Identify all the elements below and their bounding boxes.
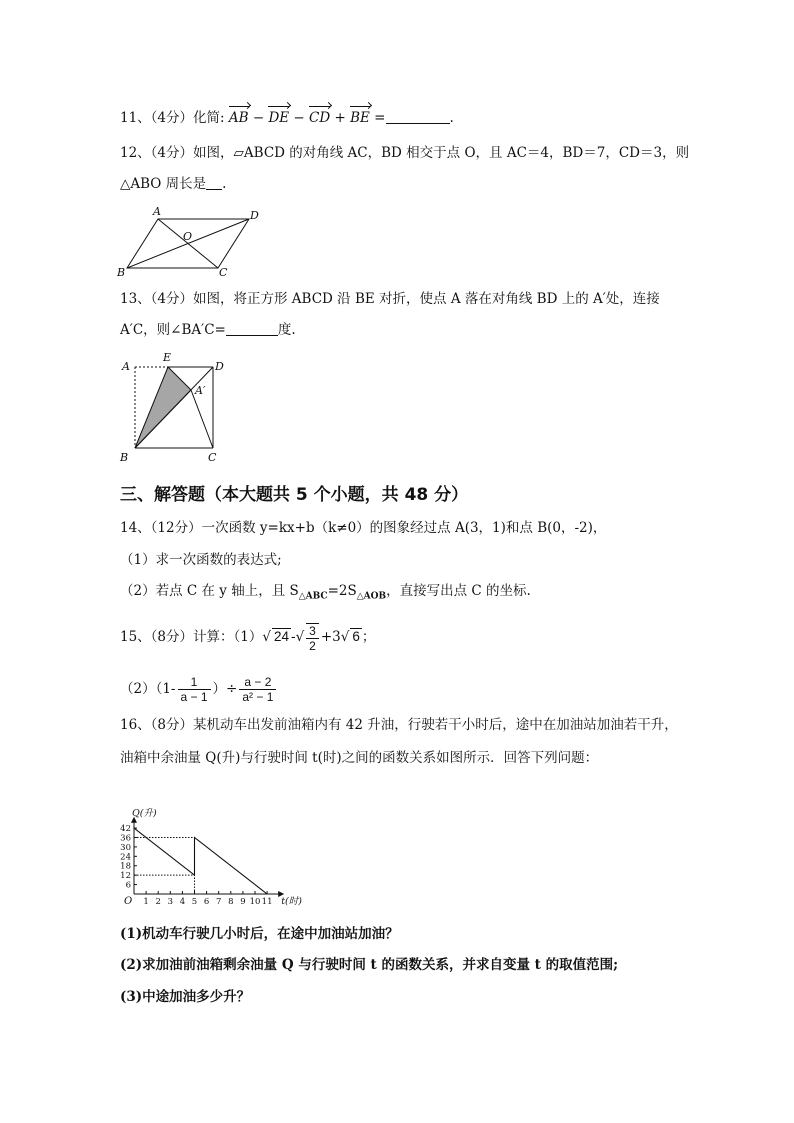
label-e: E [163,351,172,364]
answer-blank[interactable] [226,321,278,336]
q15-part-1 [120,622,375,653]
q13-unit: 度. [277,322,296,338]
square-fold-figure [115,350,235,466]
y-tick-label: 42 [120,824,131,835]
answer-blank[interactable] [386,109,450,124]
q14-sub-1: （1）求一次函数的表达式; [120,552,282,568]
q13-line-2 [120,320,296,340]
x-tick-label: 8 [228,897,234,907]
vector-ab: AB [228,110,249,126]
label-d: D [215,360,224,373]
q12-line-1: 12、（4分）如图，▱ABCD 的对角线 AC，BD 相交于点 O，且 AC＝4，BD＝7，CD＝3，则 [120,145,690,161]
minus-sign: − [248,110,269,126]
x-axis-label: t(时) [281,896,302,907]
fraction-a-minus-2-over-a2-minus-1 [239,675,276,704]
label-c: C [208,451,217,464]
parallelogram-figure [115,204,265,278]
x-tick-label: 5 [191,897,198,907]
minus-sign: - [291,629,296,645]
fraction-1-over-a-minus-1 [178,675,211,704]
y-tick-label: 12 [120,871,131,882]
denominator: a² − 1 [239,689,276,704]
sqrt-sign: √ [295,629,305,645]
x-tick-label: 4 [179,897,186,907]
q14-text: （2）若点 C 在 y 轴上，且 S [120,583,299,599]
sqrt-sign: √ [340,629,350,645]
q16-line-1: 16、（8分）某机动车出发前油箱内有 42 升油，行驶若干小时后，途中在加油站加油若干升， [120,717,678,733]
y-tick-label: 6 [125,880,131,891]
label-d: D [250,209,259,222]
section-3-heading: 三、解答题（本大题共 5 个小题，共 48 分） [120,485,469,505]
numerator: 3 [309,623,316,638]
q16-line-2: 油箱中余油量 Q(升)与行驶时间 t(时)之间的函数关系如图所示．回答下列问题： [120,750,599,766]
x-tick-label: 1 [143,897,149,907]
q14-sub-2 [120,581,531,607]
vector-be: BE [350,110,370,126]
y-tick-label: 36 [120,833,131,844]
equals-sign: = [369,110,386,126]
x-tick-label: 11 [261,897,273,907]
q15-text: （2）（1- [120,681,176,697]
x-tick-label: 9 [240,897,246,907]
plus-sign: +3 [320,629,341,645]
q15-part-2 [120,672,278,706]
label-a: A [122,360,130,373]
q12-text: △ABO 周长是 [120,176,207,192]
minus-sign: − [289,110,310,126]
vector-de: DE [268,110,290,126]
denominator: a − 1 [178,689,211,704]
x-tick-label: 10 [249,897,261,907]
plus-sign: + [330,110,351,126]
question-11 [120,108,454,128]
label-b: B [120,451,129,464]
q16-sub-2: (2)求加油前油箱剩余油量 Q 与行驶时间 t 的函数关系，并求自变量 t 的取值范围; [120,957,619,973]
fuel-chart [112,772,312,912]
x-tick-label: 6 [203,897,210,907]
segment-a-prime-c [191,390,213,448]
semicolon: ； [361,629,376,645]
q14-text: =2S [327,583,357,599]
q15-text: ）÷ [212,681,238,697]
subscript-abc: △ABC [298,591,328,602]
subscript-aob: △AOB [356,591,387,602]
q13-line-1: 13、（4分）如图，将正方形 ABCD 沿 BE 对折，使点 A 落在对角线 BD 上的 A′处，连接 [120,291,660,307]
series-line [134,828,267,894]
x-tick-label: 3 [167,897,174,907]
diagonal-bd [127,219,249,268]
origin-label: O [124,896,133,907]
y-axis-label: Q(升) [132,807,157,819]
q15-text: 15、（8分）计算：（1） [120,629,263,645]
q14-text: ，直接写出点 C 的坐标. [386,583,531,599]
sqrt-sign: √ [262,629,271,645]
period: . [222,176,227,192]
period: . [449,110,454,126]
answer-blank[interactable] [206,175,222,190]
label-a: A [153,205,161,218]
denominator: 2 [306,638,319,653]
y-tick-label: 18 [120,861,131,872]
q14-line-1: 14、（12分）一次函数 y=kx+b（k≠0）的图象经过点 A(3，1)和点 B(0，-2)， [120,520,607,536]
label-b: B [117,266,126,278]
y-tick-label: 24 [120,852,131,863]
folded-triangle [135,367,191,448]
radicand-6: 6 [352,629,360,644]
label-a-prime: A′ [195,384,206,397]
radicand-24: 24 [273,629,289,644]
y-tick-label: 30 [120,842,131,853]
label-o: O [183,230,193,243]
q12-line-2 [120,174,226,194]
q13-text: A′C，则∠BA′C= [120,322,226,338]
x-tick-label: 2 [155,897,161,907]
q16-sub-3: (3)中途加油多少升？ [120,989,251,1005]
numerator: 1 [190,675,198,689]
q11-number: 11、（4分）化简: [120,110,225,126]
numerator: a − 2 [244,675,272,689]
label-c: C [219,266,228,278]
x-tick-label: 7 [215,897,222,907]
vector-cd: CD [309,110,331,126]
q16-sub-1: (1)机动车行驶几小时后，在途中加油站加油？ [120,926,399,942]
fraction-3-over-2 [306,623,319,653]
